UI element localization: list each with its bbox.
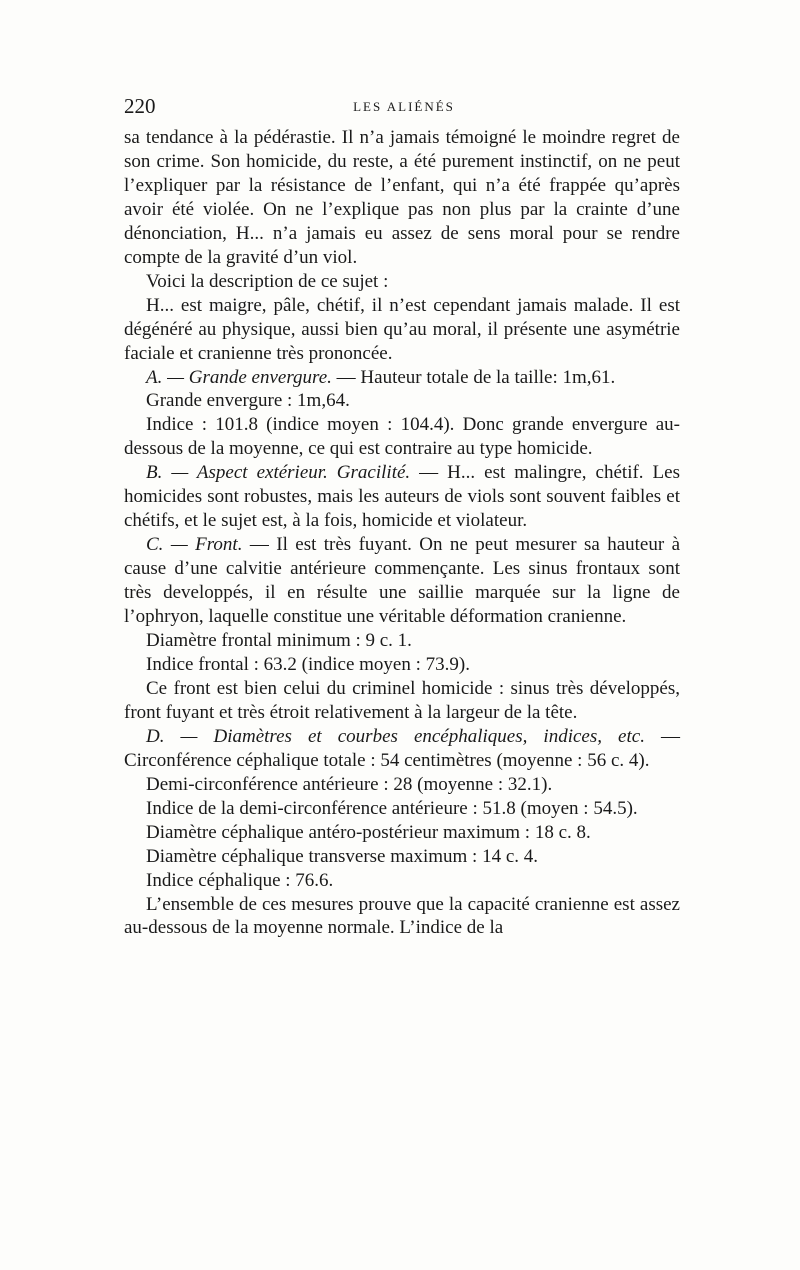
paragraph-diametre-transverse: Diamètre céphalique transverse maximum : 14 c. 4. xyxy=(146,845,539,867)
running-head xyxy=(124,94,684,122)
section-a-text: — Hauteur totale de la taille: 1m,61. xyxy=(331,366,616,388)
paragraph-continuation: sa tendance à la pédérastie. Il n’a jamais témoigné le moindre regret de son crime. Son homicide, du reste, a été purement instinctif, on ne peut l’expliquer par la résistance de l’enfant, qui n’a été frappée qu’après avoir été violée. On ne l’explique pas non plus par la crainte d’une dénonciation, H... n’a jamais eu assez de sens moral pour se rendre compte de la gravité d’un viol. xyxy=(124,127,680,268)
body-text xyxy=(124,126,680,940)
paragraph-indice-demi-circonference: Indice de la demi-circonférence antérieure : 51.8 (moyen : 54.5). xyxy=(146,797,638,819)
section-d-text: — Circonférence céphalique totale : 54 centimètres (moyenne : 56 c. 4). xyxy=(124,725,681,771)
paragraph-subject-description: H... est maigre, pâle, chétif, il n’est cependant jamais malade. Il est dégénéré au physique, aussi bien qu’au moral, il présente une asymétrie faciale et cranienne très prononcée. xyxy=(124,294,680,364)
paragraph-section-a xyxy=(124,366,680,390)
paragraph-conclusion: L’ensemble de ces mesures prouve que la capacité cranienne est assez au-dessous de la moyenne normale. L’indice de la xyxy=(124,893,680,939)
section-b-heading: B. — Aspect extérieur. Gracilité. xyxy=(146,462,411,484)
paragraph-envergure: Grande envergure : 1m,64. xyxy=(146,390,350,412)
paragraph-indice-cephalique: Indice céphalique : 76.6. xyxy=(146,869,334,891)
paragraph-section-d xyxy=(124,725,680,773)
paragraph-section-b xyxy=(124,461,680,533)
section-b-text: — H... est malingre, chétif. Les homicides sont robustes, mais les auteurs de viols sont souvent faibles et chétifs, et le sujet est, à la fois, homicide et violateur. xyxy=(124,462,680,532)
section-c-heading: C. — Front. xyxy=(146,534,243,556)
paragraph-section-c xyxy=(124,533,680,629)
page-number: 220 xyxy=(124,94,156,118)
paragraph-diametre-antero-posterieur: Diamètre céphalique antéro-postérieur maximum : 18 c. 8. xyxy=(146,821,591,843)
paragraph-indice-frontal: Indice frontal : 63.2 (indice moyen : 73.9). xyxy=(146,653,470,675)
section-d-heading: D. — Diamètres et courbes encéphaliques, indices, etc. xyxy=(146,725,645,747)
running-title: LES ALIÉNÉS xyxy=(353,99,455,114)
paragraph-diametre-frontal: Diamètre frontal minimum : 9 c. 1. xyxy=(146,630,412,652)
section-c-text: — Il est très fuyant. On ne peut mesurer sa hauteur à cause d’une calvitie antérieure commençante. Les sinus frontaux sont très developpés, il en résulte une saillie marquée sur la ligne de l’ophryon, laquelle constitue une véritable déformation cranienne. xyxy=(124,534,681,628)
paragraph-demi-circonference: Demi-circonférence antérieure : 28 (moyenne : 32.1). xyxy=(146,773,553,795)
section-a-heading: A. — Grande envergure. xyxy=(146,366,332,388)
paragraph-indice: Indice : 101.8 (indice moyen : 104.4). Donc grande envergure au-dessous de la moyenne, ce qui est contraire au type homicide. xyxy=(124,414,680,460)
paragraph-front-criminel: Ce front est bien celui du criminel homicide : sinus très développés, front fuyant et très étroit relativement à la largeur de la tête. xyxy=(124,677,680,723)
paragraph-description-intro: Voici la description de ce sujet : xyxy=(146,270,389,292)
